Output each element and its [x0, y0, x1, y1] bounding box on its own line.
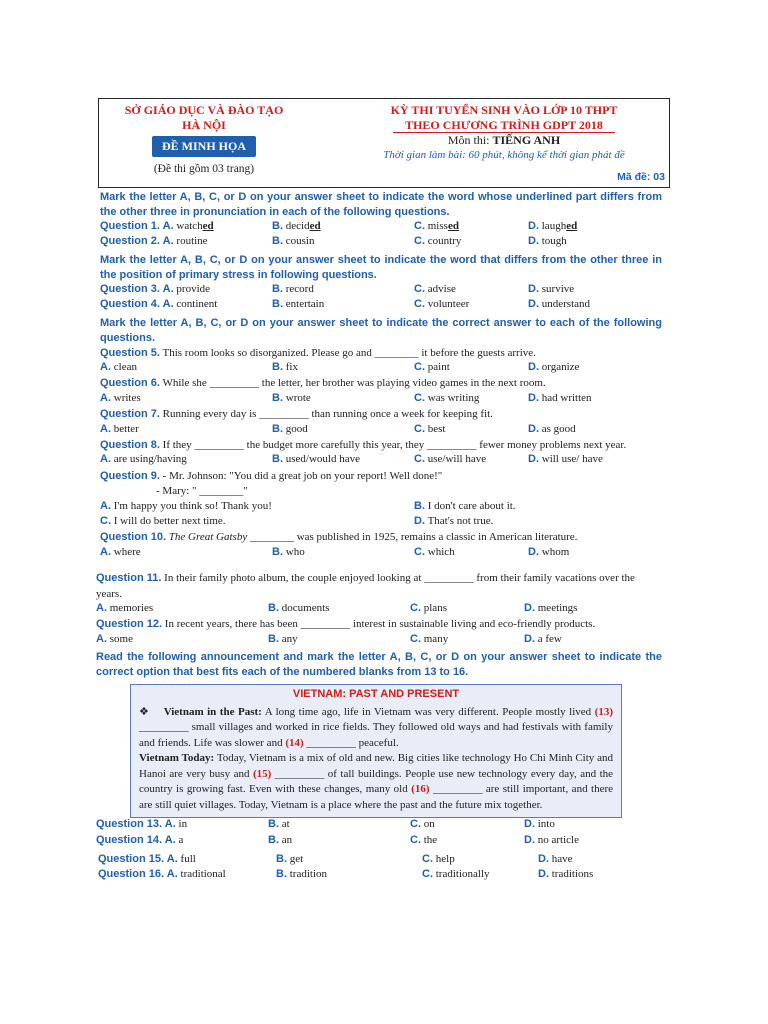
- time-note: Thời gian làm bài: 60 phút, không kể thời gian phát đề: [383, 149, 625, 161]
- bullet-icon: ❖: [139, 705, 150, 718]
- question-8-options: A. are using/having B. used/would have C. use/will have D. will use/ have: [100, 453, 603, 466]
- exam-title-2: THEO CHƯƠNG TRÌNH GDPT 2018: [393, 118, 615, 133]
- dept-line2: HÀ NỘI: [182, 118, 226, 132]
- question-9-reply: - Mary: " ________": [156, 485, 248, 498]
- question-7-options: A. better B. good C. best D. as good: [100, 422, 576, 435]
- question-11: Question 11. In their family photo album, the couple enjoyed looking at _________ from their family vacations over the years.: [96, 572, 635, 600]
- passage-past: ❖ Vietnam in the Past: A long time ago, life in Vietnam was very different. People mostly lived (13) _________ small villages and worked in rice fields. They followed old ways and had festivals with family and friends. Life was slower and (14) _________ peaceful.: [139, 705, 613, 749]
- question-9: Question 9. - Mr. Johnson: "You did a great job on your report! Well done!": [100, 469, 443, 482]
- exam-code: Mã đề: 03: [617, 171, 665, 183]
- instruction-reading: Read the following announcement and mark the letter A, B, C, or D on your answer sheet to indicate the correct option that best fits each of the numbered blanks from 13 to 16.: [96, 651, 662, 679]
- exam-header: [98, 98, 670, 188]
- question-16: Question 16. A. traditional B. tradition C. traditionally D. traditions: [98, 868, 594, 881]
- question-4: Question 4. A. continent B. entertain C. volunteer D. understand: [100, 298, 591, 311]
- header-right: [339, 103, 669, 163]
- instruction-pronunciation: Mark the letter A, B, C, or D on your answer sheet to indicate the word whose underlined part differs from the other three in pronunciation in each of the following questions.: [100, 191, 662, 218]
- question-6: Question 6. While she _________ the letter, her brother was playing video games in the next room.: [100, 377, 546, 390]
- pages-note: (Đề thi gồm 03 trang): [153, 163, 255, 175]
- question-12-options: A. some B. any C. many D. a few: [96, 632, 562, 645]
- instruction-correct-answer: Mark the letter A, B, C, or D on your answer sheet to indicate the correct answer to each of the following questions.: [100, 316, 662, 344]
- question-5: Question 5. This room looks so disorganized. Please go and ________ it before the guests arrive.: [100, 346, 536, 359]
- question-9-options-cd: C. I will do better next time. D. That's not true.: [100, 514, 494, 527]
- question-15: Question 15. A. full B. get C. help D. have: [98, 852, 573, 865]
- question-7: Question 7. Running every day is _________ than running once a week for keeping fit.: [100, 408, 493, 421]
- question-6-options: A. writes B. wrote C. was writing D. had written: [100, 391, 592, 404]
- demo-badge: ĐỀ MINH HỌA: [152, 136, 256, 157]
- question-1: Question 1. A. watched B. decided C. missed D. laughed: [100, 220, 578, 232]
- question-5-options: A. clean B. fix C. paint D. organize: [100, 360, 580, 373]
- question-14: Question 14. A. a B. an C. the D. no article: [96, 833, 579, 846]
- subject-name: TIẾNG ANH: [492, 133, 561, 147]
- question-12: Question 12. In recent years, there has been _________ interest in sustainable living and eco-friendly products.: [96, 618, 596, 631]
- exam-title-1: KỲ THI TUYỂN SINH VÀO LỚP 10 THPT: [390, 103, 618, 117]
- question-2: Question 2. A. routine B. cousin C. country D. tough: [100, 235, 567, 248]
- question-9-options-ab: A. I'm happy you think so! Thank you! B. I don't care about it.: [100, 499, 516, 512]
- passage-title: VIETNAM: PAST AND PRESENT: [292, 688, 460, 701]
- question-13: Question 13. A. in B. at C. on D. into: [96, 818, 555, 831]
- question-8: Question 8. If they _________ the budget more carefully this year, they _________ fewer money problems next year.: [100, 438, 627, 451]
- dept-line1: SỞ GIÁO DỤC VÀ ĐÀO TẠO: [124, 103, 284, 117]
- question-11-options: A. memories B. documents C. plans D. meetings: [96, 601, 578, 614]
- question-10: Question 10. The Great Gatsby ________ was published in 1925, remains a classic in American literature.: [100, 531, 578, 544]
- passage-today: Vietnam Today: Today, Vietnam is a mix of old and new. Big cities like technology Ho Chi Minh City and Hanoi are very busy and (15) _________ of tall buildings. People use new technology every day, and the country is growing fast. Even with these changes, many old (16) _________ are still important, and there are still quiet villages. Today, Vietnam is a place where the past and the future mix together.: [139, 752, 614, 811]
- question-3: Question 3. A. provide B. record C. advise D. survive: [100, 282, 575, 295]
- question-10-options: A. where B. who C. which D. whom: [100, 545, 570, 558]
- reading-passage: [130, 684, 622, 818]
- subject-prefix: Môn thi:: [447, 133, 493, 147]
- exam-page: [92, 98, 668, 884]
- question-label: Question 1.: [100, 220, 160, 232]
- header-left: [99, 103, 309, 175]
- instruction-stress: Mark the letter A, B, C, or D on your answer sheet to indicate the word that differs from the other three in the position of primary stress in following questions.: [100, 253, 662, 281]
- subject-line: [339, 133, 669, 148]
